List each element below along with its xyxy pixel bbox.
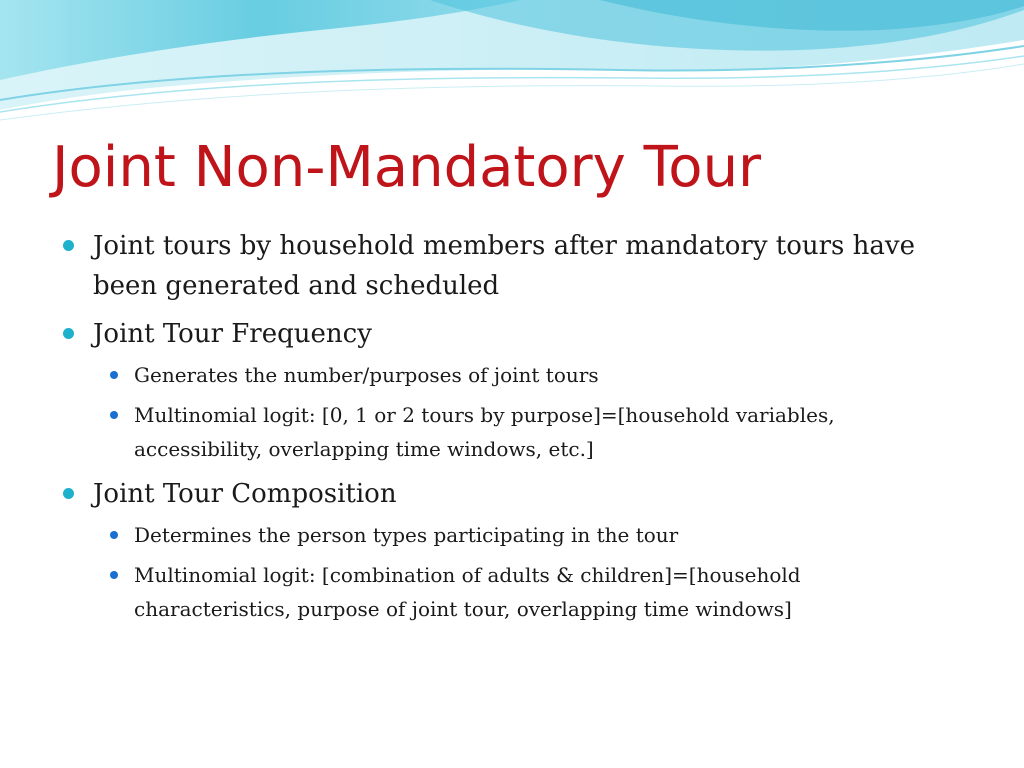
sub-bullet-item bbox=[60, 518, 960, 552]
sub-bullet-text: Multinomial logit: [0, 1 or 2 tours by purpose]=[household variables, accessibility, overlapping time windows, etc.] bbox=[134, 403, 835, 461]
bullet-dot-icon bbox=[63, 488, 74, 499]
bullet-text: Joint tours by household members after mandatory tours have been generated and scheduled bbox=[93, 231, 915, 301]
bullet-dot-icon bbox=[63, 240, 74, 251]
sub-bullet-item bbox=[60, 358, 960, 392]
sub-bullet-list bbox=[93, 518, 960, 626]
sub-bullet-item bbox=[60, 398, 960, 466]
slide-title: Joint Non-Mandatory Tour bbox=[52, 135, 762, 200]
sub-bullet-dot-icon bbox=[110, 531, 118, 539]
sub-bullet-dot-icon bbox=[110, 371, 118, 379]
sub-bullet-dot-icon bbox=[110, 571, 118, 579]
sub-bullet-text: Determines the person types participating in the tour bbox=[134, 523, 679, 547]
sub-bullet-item bbox=[60, 558, 960, 626]
slide-content bbox=[60, 226, 960, 634]
bullet-text: Joint Tour Frequency bbox=[93, 319, 372, 349]
header-wave-decoration bbox=[0, 0, 1024, 130]
bullet-item bbox=[60, 226, 960, 306]
bullet-item bbox=[60, 314, 960, 466]
sub-bullet-dot-icon bbox=[110, 411, 118, 419]
sub-bullet-list bbox=[93, 358, 960, 466]
sub-bullet-text: Generates the number/purposes of joint tours bbox=[134, 363, 599, 387]
bullet-item bbox=[60, 474, 960, 626]
sub-bullet-text: Multinomial logit: [combination of adults & children]=[household characteristics, purpose of joint tour, overlapping time windows] bbox=[134, 563, 801, 621]
bullet-text: Joint Tour Composition bbox=[93, 479, 397, 509]
bullet-list bbox=[60, 226, 960, 626]
bullet-dot-icon bbox=[63, 328, 74, 339]
